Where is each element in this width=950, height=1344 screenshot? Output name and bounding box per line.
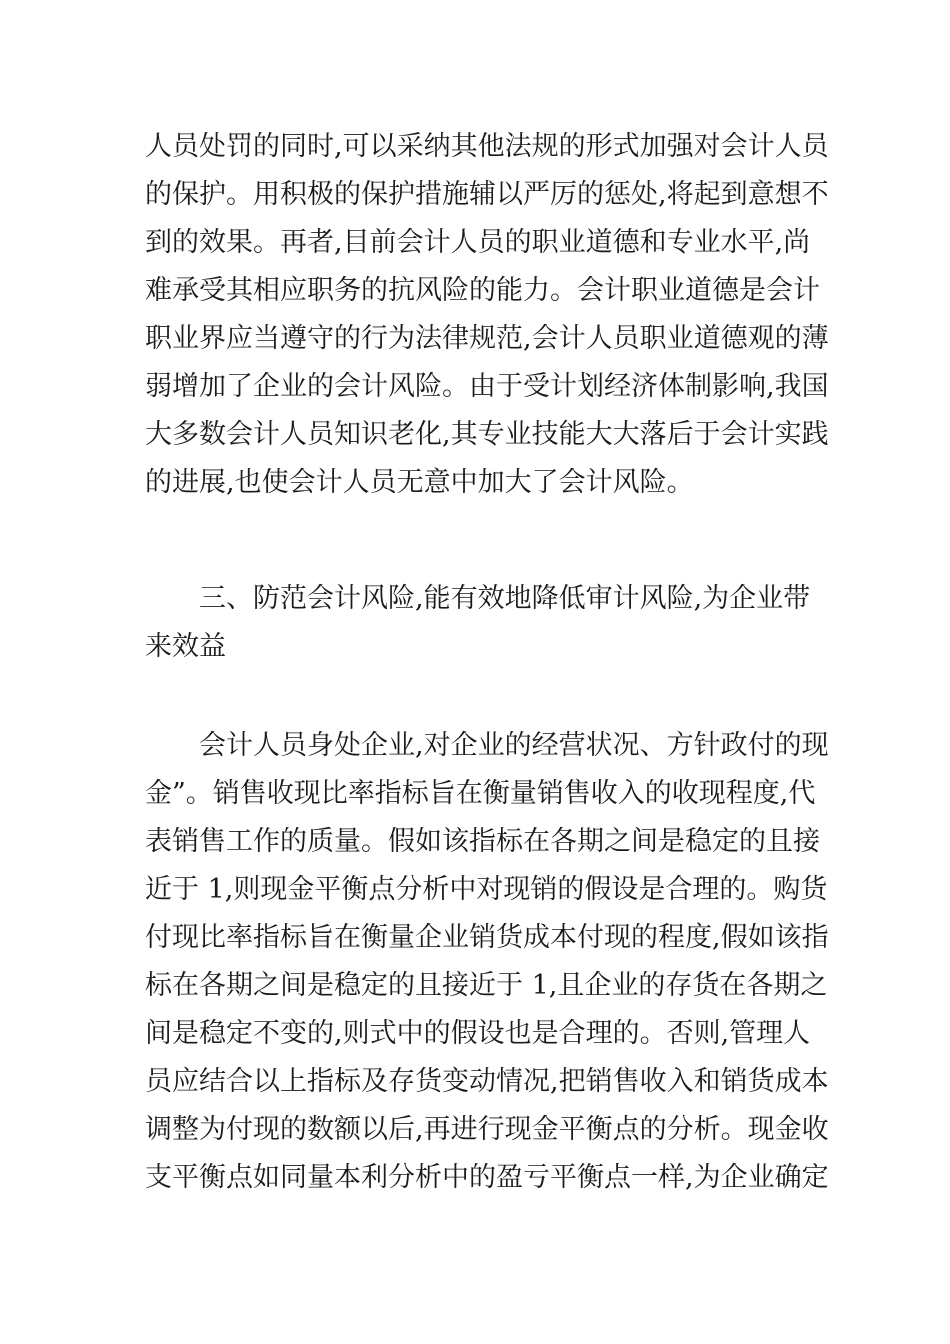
paragraph-1-line: 职业界应当遵守的行为法律规范,会计人员职业道德观的薄 — [145, 323, 829, 354]
section-heading-3 — [145, 575, 810, 671]
paragraph-1-line: 人员处罚的同时,可以采纳其他法规的形式加强对会计人员 — [145, 131, 829, 162]
paragraph-1-line: 的保护。用积极的保护措施辅以严厉的惩处,将起到意想不 — [145, 179, 829, 210]
paragraph-1-line: 弱增加了企业的会计风险。由于受计划经济体制影响,我国 — [145, 371, 829, 402]
paragraph-2-line: 付现比率指标旨在衡量企业销货成本付现的程度,假如该指 — [145, 922, 829, 953]
paragraph-1-line: 难承受其相应职务的抗风险的能力。会计职业道德是会计 — [145, 275, 820, 306]
paragraph-1 — [145, 123, 829, 507]
paragraph-1-line: 到的效果。再者,目前会计人员的职业道德和专业水平,尚 — [145, 227, 811, 258]
paragraph-2-line: 表销售工作的质量。假如该指标在各期之间是稳定的且接 — [145, 826, 820, 857]
paragraph-2-line: 间是稳定不变的,则式中的假设也是合理的。否则,管理人 — [145, 1018, 811, 1049]
paragraph-2 — [145, 722, 829, 1202]
paragraph-2-line: 近于 1,则现金平衡点分析中对现销的假设是合理的。购货 — [145, 874, 828, 905]
paragraph-2-line: 标在各期之间是稳定的且接近于 1,且企业的存货在各期之 — [145, 970, 828, 1001]
paragraph-2-line: 支平衡点如同量本利分析中的盈亏平衡点一样,为企业确定 — [145, 1162, 829, 1193]
paragraph-2-line: 金”。销售收现比率指标旨在衡量销售收入的收现程度,代 — [145, 778, 816, 809]
section-heading-line: 来效益 — [145, 631, 226, 662]
section-heading-line: 三、防范会计风险,能有效地降低审计风险,为企业带 — [199, 583, 811, 614]
paragraph-2-line: 会计人员身处企业,对企业的经营状况、方针政付的现 — [199, 730, 829, 761]
paragraph-1-line: 的进展,也使会计人员无意中加大了会计风险。 — [145, 467, 694, 498]
paragraph-1-line: 大多数会计人员知识老化,其专业技能大大落后于会计实践 — [145, 419, 829, 450]
paragraph-2-line: 员应结合以上指标及存货变动情况,把销售收入和销货成本 — [145, 1066, 829, 1097]
paragraph-2-line: 调整为付现的数额以后,再进行现金平衡点的分析。现金收 — [145, 1114, 829, 1145]
